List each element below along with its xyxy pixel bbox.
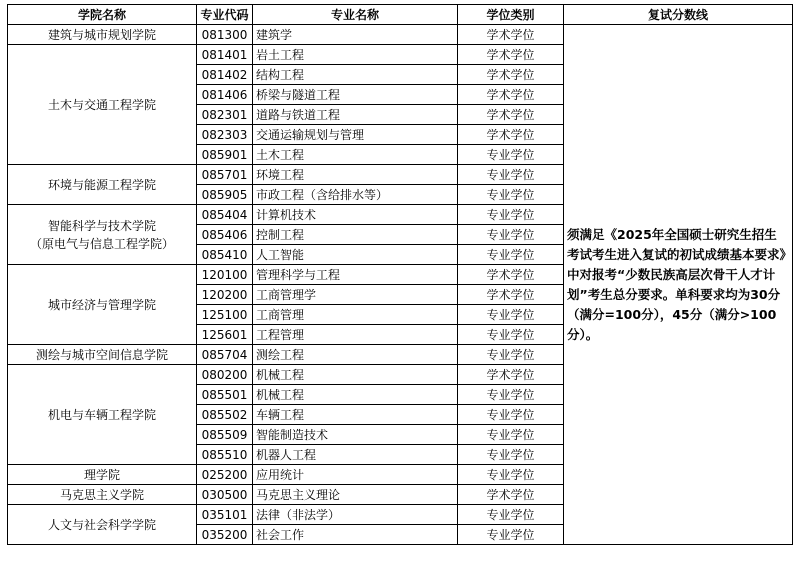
header-retest-score: 复试分数线 xyxy=(564,5,793,25)
major-code-cell: 120200 xyxy=(197,285,253,305)
degree-type-cell: 专业学位 xyxy=(458,525,564,545)
college-name-cell: 理学院 xyxy=(8,465,197,485)
major-name-cell: 道路与铁道工程 xyxy=(253,105,458,125)
major-code-cell: 085404 xyxy=(197,205,253,225)
major-name-cell: 桥梁与隧道工程 xyxy=(253,85,458,105)
major-name-cell: 工商管理 xyxy=(253,305,458,325)
major-code-cell: 120100 xyxy=(197,265,253,285)
major-code-cell: 082303 xyxy=(197,125,253,145)
degree-type-cell: 专业学位 xyxy=(458,385,564,405)
degree-type-cell: 专业学位 xyxy=(458,445,564,465)
college-name-cell: 环境与能源工程学院 xyxy=(8,165,197,205)
major-name-cell: 智能制造技术 xyxy=(253,425,458,445)
college-name-cell: 人文与社会科学学院 xyxy=(8,505,197,545)
degree-type-cell: 学术学位 xyxy=(458,85,564,105)
major-code-cell: 081402 xyxy=(197,65,253,85)
header-major-name: 专业名称 xyxy=(253,5,458,25)
major-name-cell: 测绘工程 xyxy=(253,345,458,365)
table-row xyxy=(8,25,793,45)
degree-type-cell: 专业学位 xyxy=(458,145,564,165)
college-name-cell: 建筑与城市规划学院 xyxy=(8,25,197,45)
major-name-cell: 机械工程 xyxy=(253,385,458,405)
degree-type-cell: 专业学位 xyxy=(458,505,564,525)
major-name-cell: 市政工程（含给排水等） xyxy=(253,185,458,205)
major-name-cell: 控制工程 xyxy=(253,225,458,245)
major-code-cell: 081401 xyxy=(197,45,253,65)
major-name-cell: 计算机技术 xyxy=(253,205,458,225)
major-code-cell: 080200 xyxy=(197,365,253,385)
major-code-cell: 085704 xyxy=(197,345,253,365)
header-college: 学院名称 xyxy=(8,5,197,25)
major-name-cell: 人工智能 xyxy=(253,245,458,265)
major-name-cell: 马克思主义理论 xyxy=(253,485,458,505)
college-name-cell: 城市经济与管理学院 xyxy=(8,265,197,345)
major-code-cell: 081300 xyxy=(197,25,253,45)
table-body xyxy=(8,25,793,545)
admission-score-table xyxy=(7,4,793,545)
major-code-cell: 085502 xyxy=(197,405,253,425)
college-name-cell: 马克思主义学院 xyxy=(8,485,197,505)
major-code-cell: 085905 xyxy=(197,185,253,205)
college-name-cell: 机电与车辆工程学院 xyxy=(8,365,197,465)
header-degree-type: 学位类别 xyxy=(458,5,564,25)
major-name-cell: 工商管理学 xyxy=(253,285,458,305)
degree-type-cell: 学术学位 xyxy=(458,25,564,45)
major-name-cell: 管理科学与工程 xyxy=(253,265,458,285)
major-code-cell: 035101 xyxy=(197,505,253,525)
major-code-cell: 085510 xyxy=(197,445,253,465)
major-code-cell: 085701 xyxy=(197,165,253,185)
major-code-cell: 085901 xyxy=(197,145,253,165)
major-code-cell: 085406 xyxy=(197,225,253,245)
major-name-cell: 岩土工程 xyxy=(253,45,458,65)
major-name-cell: 交通运输规划与管理 xyxy=(253,125,458,145)
table-header-row xyxy=(8,5,793,25)
major-code-cell: 125100 xyxy=(197,305,253,325)
degree-type-cell: 专业学位 xyxy=(458,465,564,485)
major-name-cell: 结构工程 xyxy=(253,65,458,85)
college-name-cell: 测绘与城市空间信息学院 xyxy=(8,345,197,365)
degree-type-cell: 专业学位 xyxy=(458,165,564,185)
degree-type-cell: 学术学位 xyxy=(458,125,564,145)
degree-type-cell: 学术学位 xyxy=(458,365,564,385)
header-major-code: 专业代码 xyxy=(197,5,253,25)
retest-score-note-cell: 须满足《2025年全国硕士研究生招生考试考生进入复试的初试成绩基本要求》中对报考“少数民族高层次骨干人才计划”考生总分要求。单科要求均为30分（满分=100分），45分（满分>100分）。 xyxy=(564,25,793,545)
score-table-container xyxy=(7,4,793,545)
major-name-cell: 工程管理 xyxy=(253,325,458,345)
major-name-cell: 车辆工程 xyxy=(253,405,458,425)
major-name-cell: 机械工程 xyxy=(253,365,458,385)
degree-type-cell: 专业学位 xyxy=(458,185,564,205)
degree-type-cell: 学术学位 xyxy=(458,485,564,505)
major-name-cell: 社会工作 xyxy=(253,525,458,545)
college-name-cell: 土木与交通工程学院 xyxy=(8,45,197,165)
degree-type-cell: 专业学位 xyxy=(458,425,564,445)
degree-type-cell: 专业学位 xyxy=(458,305,564,325)
major-code-cell: 030500 xyxy=(197,485,253,505)
degree-type-cell: 专业学位 xyxy=(458,405,564,425)
major-name-cell: 法律（非法学） xyxy=(253,505,458,525)
major-code-cell: 085509 xyxy=(197,425,253,445)
major-code-cell: 085410 xyxy=(197,245,253,265)
major-code-cell: 025200 xyxy=(197,465,253,485)
major-name-cell: 应用统计 xyxy=(253,465,458,485)
major-code-cell: 035200 xyxy=(197,525,253,545)
degree-type-cell: 学术学位 xyxy=(458,285,564,305)
degree-type-cell: 专业学位 xyxy=(458,205,564,225)
degree-type-cell: 专业学位 xyxy=(458,345,564,365)
major-name-cell: 建筑学 xyxy=(253,25,458,45)
degree-type-cell: 学术学位 xyxy=(458,65,564,85)
major-code-cell: 125601 xyxy=(197,325,253,345)
major-name-cell: 环境工程 xyxy=(253,165,458,185)
major-code-cell: 085501 xyxy=(197,385,253,405)
degree-type-cell: 专业学位 xyxy=(458,245,564,265)
major-code-cell: 082301 xyxy=(197,105,253,125)
degree-type-cell: 学术学位 xyxy=(458,105,564,125)
degree-type-cell: 学术学位 xyxy=(458,45,564,65)
major-name-cell: 土木工程 xyxy=(253,145,458,165)
degree-type-cell: 学术学位 xyxy=(458,265,564,285)
college-name-cell: 智能科学与技术学院 （原电气与信息工程学院） xyxy=(8,205,197,265)
major-name-cell: 机器人工程 xyxy=(253,445,458,465)
degree-type-cell: 专业学位 xyxy=(458,325,564,345)
major-code-cell: 081406 xyxy=(197,85,253,105)
degree-type-cell: 专业学位 xyxy=(458,225,564,245)
